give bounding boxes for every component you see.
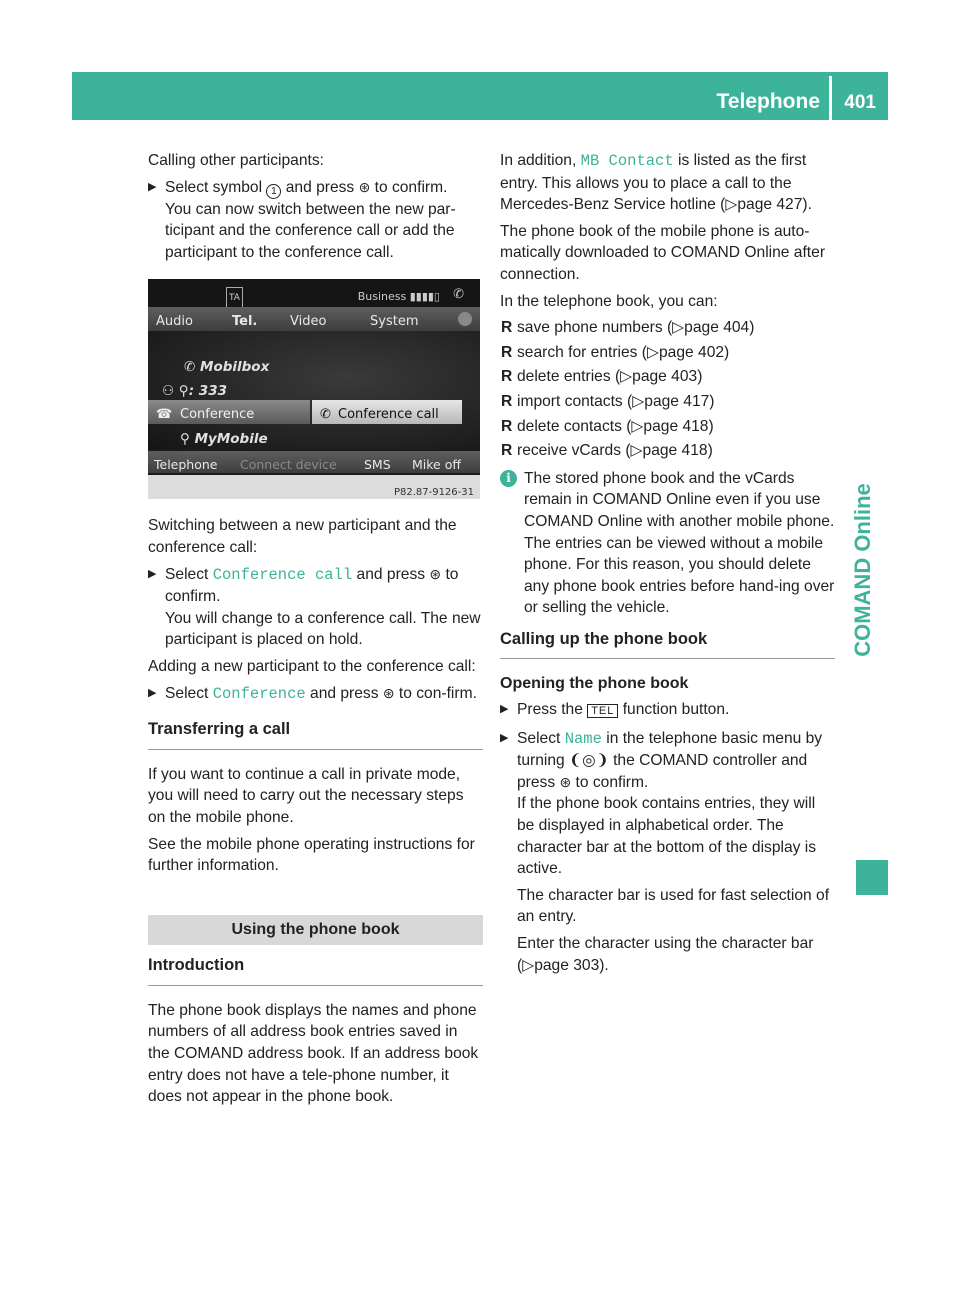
page-ref[interactable]: page 402) [659,343,730,361]
section-using-phone-book: Using the phone book [148,915,483,946]
screen-conference-row [148,400,480,424]
symbol-1-icon: 1 [266,184,281,199]
mb-contact-paragraph: In addition, MB Contact is listed as the first entry. This allows you to place a call to the Mercedes-Benz Service hotline (▷page 427). [500,152,812,214]
page-ref[interactable]: page 404) [684,319,755,337]
list-item: R search for entries (▷page 402) [500,342,835,364]
tel-key-icon: TEL [587,704,618,718]
bullet-icon: R [501,417,513,435]
menu-item-mb-contact: MB Contact [580,152,674,170]
call-icon: ✆ [320,407,331,423]
page-ref-icon: ▷ [672,319,685,337]
screen-conference-call-option: ✆ Conference call [312,400,462,424]
arrow-icon: ▶ [148,567,157,580]
list-item: R import contacts (▷page 417) [500,391,835,413]
introduction-paragraph: The phone book displays the names and phone numbers of all address book entries saved in the COMAND address book. If an address book entry does not have a tele-phone number, it does not appear in the phone book. [148,1001,479,1106]
arrow-icon: ▶ [500,731,509,744]
page-ref[interactable]: page 417) [644,392,715,410]
page-ref-icon: ▷ [632,392,645,410]
bullet-icon: R [501,368,513,386]
step-select-symbol: ▶ Select symbol 1 and press ⊛ to confirm. You can now switch between the new par-ticipant and the conference call or add the participant to the conference call. [148,178,456,261]
left-column [148,150,483,1113]
transfer-paragraph-1: If you want to continue a call in private mode, you will need to carry out the necessary steps on the mobile phone. [148,765,464,826]
section-calling-phone-book: Calling up the phone book [500,629,835,660]
globe-icon [458,312,472,326]
controller-press-icon: ⊛ [382,684,395,701]
section-transferring-call: Transferring a call [148,719,483,750]
page-header [72,72,888,120]
subsection-opening-phone-book: Opening the phone book [500,675,689,693]
phone-icon: ✆ [453,287,464,303]
right-column [500,150,835,981]
screen-row-333: ⚇ ⚲: 333 [162,383,227,400]
page-ref[interactable]: page 418) [643,417,714,435]
page-ref[interactable]: page 403) [632,368,703,386]
list-item: R save phone numbers (▷page 404) [500,317,835,339]
image-code: P82.87-9126-31 [148,475,480,499]
page-ref-303[interactable]: page 303). [534,956,609,974]
side-tab-marker [856,860,888,895]
list-item: R delete contacts (▷page 418) [500,416,835,438]
controller-press-icon: ⊛ [559,773,572,790]
controller-turn-icon: ❨◎❩ [569,752,609,770]
side-tab [837,120,888,870]
menu-item-name: Name [564,729,602,748]
header-divider [829,76,832,120]
arrow-icon: ▶ [148,180,157,193]
page-ref-icon: ▷ [725,196,738,214]
page-ref-icon: ▷ [647,343,659,361]
screen-status-bar: TA Business ▮▮▮▮▯ ✆ [148,279,480,307]
menu-item-conference-call: Conference call [212,565,353,584]
arrow-icon: ▶ [148,686,157,699]
screen-bottom-menu: Telephone Connect device SMS Mike off [148,451,480,473]
controller-press-icon: ⊛ [429,565,442,582]
calling-intro: Calling other participants: [148,152,324,169]
switching-intro: Switching between a new participant and the conference call: [148,517,457,556]
page-ref-icon: ▷ [522,956,535,974]
side-tab-text: COMAND Online [849,483,875,657]
bullet-icon: R [501,442,513,460]
voicemail-icon: ✆ [184,359,201,376]
section-introduction: Introduction [148,955,483,986]
chapter-title: Telephone [716,90,820,113]
menu-item-conference: Conference [212,684,306,703]
page-ref[interactable]: page 418) [642,442,713,460]
step-select-conference-call: ▶ Select Conference call and press ⊛ to confirm. You will change to a conference call. The new participant is placed on hold. [148,565,481,649]
transfer-paragraph-2: See the mobile phone operating instructions for further information. [148,835,475,875]
step-press-tel: ▶ Press the TEL function button. [500,699,835,723]
info-icon: i [500,470,517,487]
screen-row-mobilbox: ✆ Mobilbox [184,359,270,376]
list-item: R receive vCards (▷page 418) [500,440,835,462]
info-note: i The stored phone book and the vCards remain in COMAND Online even if you use COMAND Online with another mobile phone. The entries can be viewed without a mobile phone. For this reason, you should delete any phone book entries before hand-ing over or selling the vehicle. [500,468,835,619]
bullet-icon: R [501,343,513,361]
screen-main-menu: Audio Tel. Video System [148,307,480,331]
screen-conference-option: ☎ Conference [148,400,310,424]
page-ref-427[interactable]: page 427). [737,196,812,214]
adding-intro: Adding a new participant to the conference call: [148,657,476,675]
list-item: R delete entries (▷page 403) [500,366,835,388]
arrow-icon: ▶ [500,703,509,716]
conference-icon: ⚇ ⚲ [162,383,189,400]
page-number: 401 [844,92,876,113]
screen-row-mymobile: ⚲ MyMobile [180,431,268,448]
auto-download-paragraph: The phone book of the mobile phone is auto-matically downloaded to COMAND Online after connection. [500,222,826,283]
mobile-icon: ⚲ [180,431,195,448]
comand-screen-image [148,279,480,499]
handset-icon: ☎ [156,407,173,423]
controller-press-icon: ⊛ [358,178,371,195]
bullet-icon: R [501,319,513,337]
page-ref-icon: ▷ [630,442,643,460]
page-ref-icon: ▷ [631,417,644,435]
step-select-conference: ▶ Select Conference and press ⊛ to con-firm. [148,684,477,703]
side-tab-label [837,380,888,760]
step-select-name: ▶ Select Name in the telephone basic menu by turning ❨◎❩ the COMAND controller and press ⊛ to confirm. If the phone book contains entries, they will be displayed in alphabetical order. The character bar at the bottom of the display is active. The character bar is used for fast selection of an entry. Enter the character using the character bar (▷page 303). [500,729,830,974]
page-ref-icon: ▷ [620,368,633,386]
bullet-icon: R [501,392,513,410]
telephone-book-intro: In the telephone book, you can: [500,292,718,310]
